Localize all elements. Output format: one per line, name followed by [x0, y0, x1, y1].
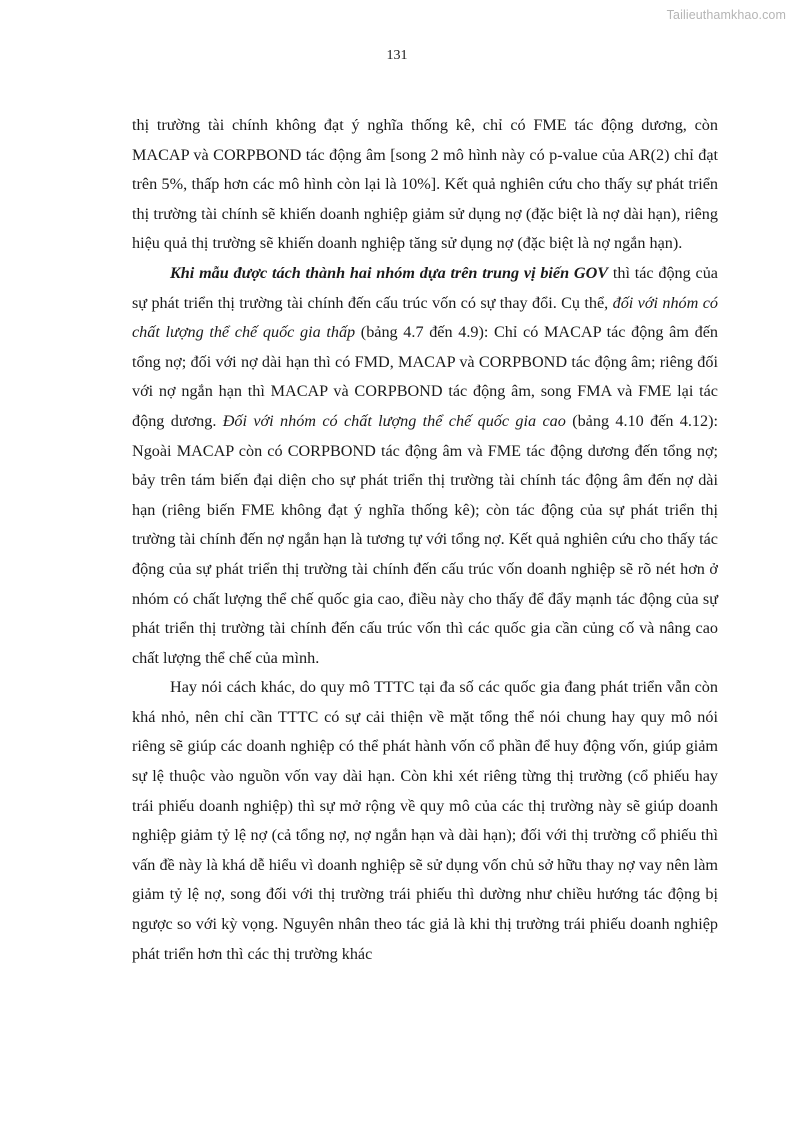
- paragraph-2-text-3: (bảng 4.10 đến 4.12): Ngoài MACAP còn có CORPBOND tác động âm và FME tác động dương đến tổng nợ; bảy trên tám biến đại diện cho sự phát triển thị trường tài chính tác động âm đến nợ dài hạn (riêng biến FME không đạt ý nghĩa thống kê); còn tác động của sự phát triển thị trường tài chính đến nợ ngắn hạn là tương tự với tổng nợ. Kết quả nghiên cứu cho thấy tác động của sự phát triển thị trường tài chính đến cấu trúc vốn doanh nghiệp sẽ rõ nét hơn ở nhóm có chất lượng thể chế quốc gia cao, điều này cho thấy để đẩy mạnh tác động của sự phát triển thị trường tài chính đến cấu trúc vốn thì các quốc gia cần củng cố và nâng cao chất lượng thể chế của mình.: [132, 411, 718, 667]
- paragraph-3: Hay nói cách khác, do quy mô TTTC tại đa số các quốc gia đang phát triển vẫn còn khá nhỏ, nên chỉ cần TTTC có sự cải thiện về mặt tổng thể nói chung hay quy mô nói riêng sẽ giúp các doanh nghiệp có thể phát hành vốn cổ phần để huy động vốn, giúp giảm sự lệ thuộc vào nguồn vốn vay dài hạn. Còn khi xét riêng từng thị trường (cổ phiếu hay trái phiếu doanh nghiệp) thì sự mở rộng về quy mô của các thị trường này sẽ giúp doanh nghiệp giảm tỷ lệ nợ (cả tổng nợ, nợ ngắn hạn và dài hạn); đối với thị trường cổ phiếu thì vấn đề này là khá dễ hiểu vì doanh nghiệp sẽ sử dụng vốn chủ sở hữu thay nợ vay nên làm giảm tỷ lệ nợ, song đối với thị trường trái phiếu thì dường như chiều hướng tác động bị ngược so với kỳ vọng. Nguyên nhân theo tác giả là khi thị trường trái phiếu doanh nghiệp phát triển hơn thì các thị trường khác: [132, 678, 718, 963]
- paragraph-2-italic-2: Đối với nhóm có chất lượng thể chế quốc gia cao: [222, 411, 566, 430]
- paragraph-2-italic-1: đối với nhóm có chất lượng thể chế quốc gia thấp: [132, 293, 718, 342]
- paragraph-2-lead: Khi mẫu được tách thành hai nhóm dựa trên trung vị biến GOV: [170, 263, 609, 282]
- paragraph-1: thị trường tài chính không đạt ý nghĩa thống kê, chỉ có FME tác động dương, còn MACAP và CORPBOND tác động âm [song 2 mô hình này có p-value của AR(2) chỉ đạt trên 5%, thấp hơn các mô hình còn lại là 10%]. Kết quả nghiên cứu cho thấy sự phát triển thị trường tài chính sẽ khiến doanh nghiệp giảm sử dụng nợ (đặc biệt là nợ dài hạn), riêng hiệu quả thị trường sẽ khiến doanh nghiệp tăng sử dụng nợ (đặc biệt là nợ ngắn hạn).: [132, 116, 718, 253]
- paragraph-2-text-1: thì tác động của sự phát triển thị trường tài chính đến cấu trúc vốn có sự thay đổi. Cụ thể,: [132, 263, 718, 312]
- watermark-text: Tailieuthamkhao.com: [666, 8, 786, 22]
- paragraph-2-text-2: (bảng 4.7 đến 4.9): Chỉ có MACAP tác động âm đến tổng nợ; đối với nợ dài hạn thì có FMD, MACAP và CORPBOND tác động âm; riêng đối với nợ ngắn hạn thì MACAP và CORPBOND tác động âm, song FMA và FME lại tác động dương.: [132, 323, 718, 430]
- document-body: [132, 111, 718, 969]
- page-number: 131: [386, 48, 408, 63]
- paragraph-2: [132, 259, 718, 673]
